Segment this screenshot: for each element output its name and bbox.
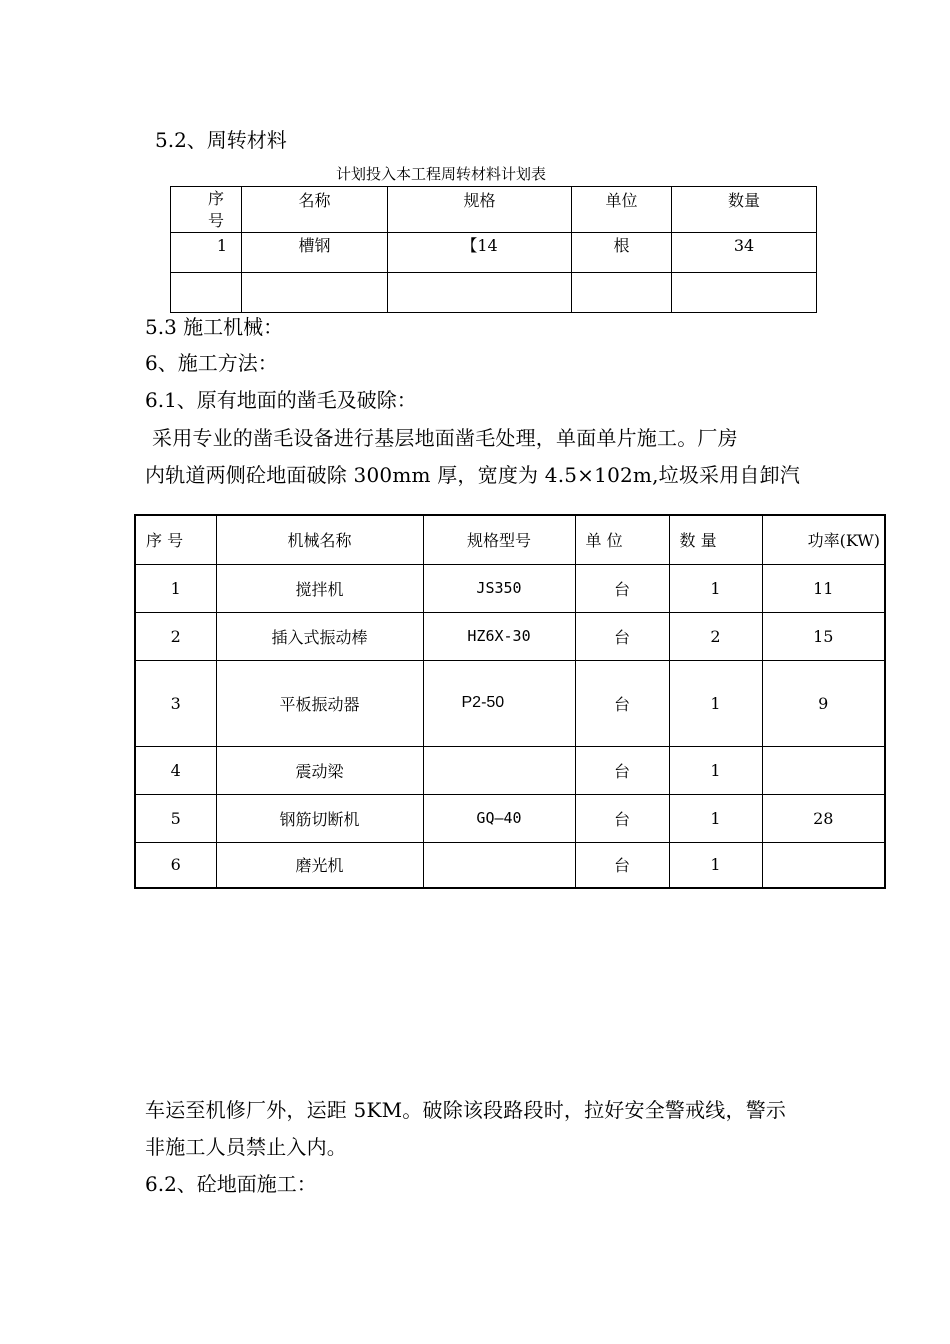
table-row — [135, 612, 885, 660]
table-cell: 台 — [575, 746, 669, 794]
header-cell: 名称 — [242, 187, 388, 233]
table-cell: 台 — [575, 564, 669, 612]
table-cell: 1 — [669, 794, 762, 842]
header-cell: 数量 — [672, 187, 817, 233]
table-cell: 钢筋切断机 — [216, 794, 423, 842]
table-cell: 5 — [135, 794, 216, 842]
header-cell: 规格型号 — [423, 515, 575, 564]
table-cell: 9 — [762, 660, 885, 746]
table-cell — [423, 746, 575, 794]
header-cell: 单 位 — [575, 515, 669, 564]
table-cell: 1 — [135, 564, 216, 612]
paragraph-line: 内轨道两侧砼地面破除 300mm 厚，宽度为 4.5×102m,垃圾采用自卸汽 — [145, 463, 801, 487]
table-cell: 1 — [669, 564, 762, 612]
table-cell: 4 — [135, 746, 216, 794]
table-cell: GQ—40 — [423, 794, 575, 842]
table-cell: HZ6X-30 — [423, 612, 575, 660]
table-cell: 磨光机 — [216, 842, 423, 888]
section-6-1-heading: 6.1、原有地面的凿毛及破除： — [145, 388, 417, 412]
header-cell: 数 量 — [669, 515, 762, 564]
table-cell: 1 — [669, 746, 762, 794]
paragraph-line: 采用专业的凿毛设备进行基层地面凿毛处理，单面单片施工。厂房 — [152, 426, 738, 450]
paragraph-line: 车运至机修厂外，运距 5KM。破除该段路段时，拉好安全警戒线，警示 — [145, 1098, 787, 1122]
table-cell: 15 — [762, 612, 885, 660]
materials-table — [170, 186, 817, 313]
table-row — [135, 660, 885, 746]
table1-caption: 计划投入本工程周转材料计划表 — [336, 165, 547, 183]
table-cell: 34 — [672, 233, 817, 273]
table-cell: JS350 — [423, 564, 575, 612]
table-cell: 1 — [669, 842, 762, 888]
table-header-row — [135, 515, 885, 564]
table-cell — [171, 273, 242, 313]
table-cell — [762, 746, 885, 794]
table-cell: 震动梁 — [216, 746, 423, 794]
section-5-2-heading: 5.2、周转材料 — [155, 128, 287, 152]
table-cell: 台 — [575, 660, 669, 746]
table-cell — [672, 273, 817, 313]
section-6-2-heading: 6.2、砼地面施工： — [145, 1172, 317, 1196]
table-cell: 台 — [575, 842, 669, 888]
table-row — [135, 564, 885, 612]
table-row — [135, 746, 885, 794]
header-cell: 机械名称 — [216, 515, 423, 564]
table-header-row — [171, 187, 817, 233]
table-cell: 2 — [135, 612, 216, 660]
table-cell: 28 — [762, 794, 885, 842]
header-cell: 功率(KW) — [762, 515, 885, 564]
table-cell — [388, 273, 572, 313]
table-cell: 台 — [575, 612, 669, 660]
table-cell: 槽钢 — [242, 233, 388, 273]
table-row — [171, 233, 817, 273]
table-cell: P2-50 — [423, 660, 575, 746]
table-cell: 2 — [669, 612, 762, 660]
table-cell: 平板振动器 — [216, 660, 423, 746]
table-cell — [762, 842, 885, 888]
table-cell: 3 — [135, 660, 216, 746]
table-cell: 根 — [572, 233, 672, 273]
table-cell: 搅拌机 — [216, 564, 423, 612]
machinery-table — [134, 514, 886, 889]
table-row — [135, 842, 885, 888]
header-cell: 规格 — [388, 187, 572, 233]
table-cell — [572, 273, 672, 313]
header-cell: 序 号 — [135, 515, 216, 564]
table-cell: 插入式振动棒 — [216, 612, 423, 660]
section-5-3-heading: 5.3 施工机械： — [145, 315, 284, 339]
paragraph-line: 非施工人员禁止入内。 — [145, 1135, 347, 1159]
table-row — [135, 794, 885, 842]
header-cell: 序号 — [171, 187, 242, 233]
table-cell — [242, 273, 388, 313]
table-cell: 1 — [171, 233, 242, 273]
section-6-heading: 6、施工方法： — [145, 351, 278, 375]
header-cell: 单位 — [572, 187, 672, 233]
table-cell: 6 — [135, 842, 216, 888]
table-cell: 11 — [762, 564, 885, 612]
table-cell: 台 — [575, 794, 669, 842]
table-cell: 1 — [669, 660, 762, 746]
table-row — [171, 273, 817, 313]
table-cell — [423, 842, 575, 888]
table-cell: 【14 — [388, 233, 572, 273]
